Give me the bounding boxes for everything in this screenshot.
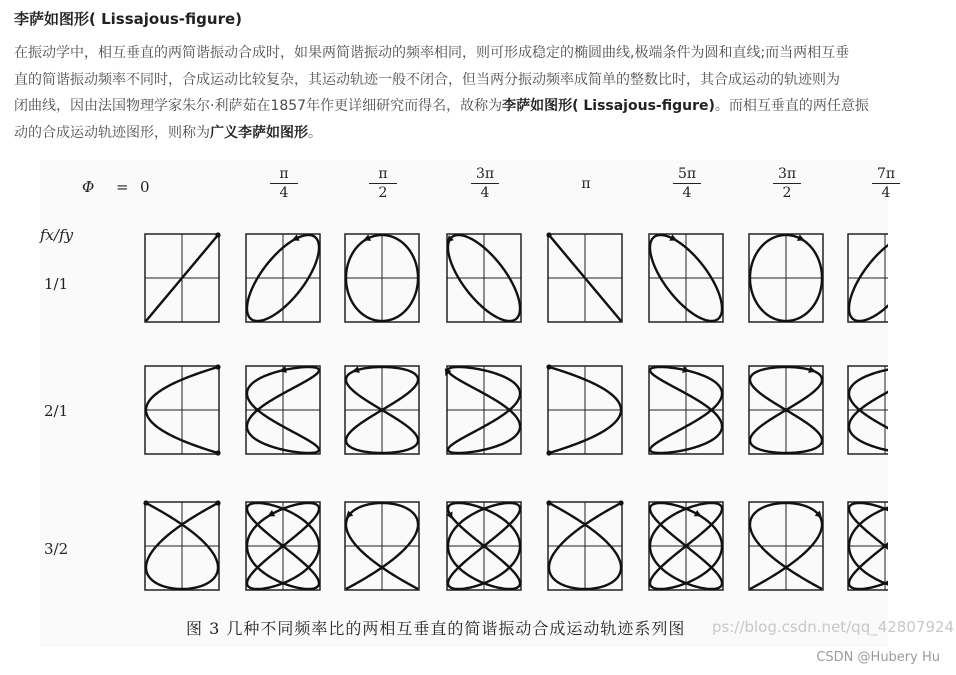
endpoint-dot	[546, 364, 551, 369]
endpoint-dot	[546, 500, 551, 505]
endpoint-dot	[546, 450, 551, 455]
lissajous-cell	[145, 232, 221, 322]
paragraph-text: 动的合成运动轨迹图形，则称为	[14, 124, 210, 141]
lissajous-cell	[445, 366, 521, 454]
endpoint-dot	[618, 500, 623, 505]
phase-denominator: 4	[480, 185, 490, 201]
lissajous-cell	[546, 364, 622, 455]
phi-zero: 0	[140, 178, 150, 196]
bold-term-lissajous: 李萨如图形( Lissajous-figure)	[502, 98, 715, 114]
lissajous-cell	[649, 366, 723, 454]
lissajous-cell	[345, 366, 419, 454]
phi-equals: =	[116, 178, 129, 196]
lissajous-cell	[246, 366, 320, 454]
lissajous-cell	[749, 366, 823, 454]
row-label-2-1: 2/1	[44, 402, 69, 420]
lissajous-cell	[546, 232, 622, 322]
phase-denominator: 4	[682, 185, 692, 201]
watermark-url: ps://blog.csdn.net/qq_42807924	[712, 618, 955, 636]
phase-numerator: 3π	[773, 166, 801, 184]
lissajous-cell	[546, 500, 623, 590]
lissajous-cell	[345, 234, 419, 322]
phase-denominator: 2	[782, 185, 792, 201]
endpoint-dot	[215, 450, 220, 455]
phase-denominator: 4	[279, 185, 289, 201]
lissajous-cell	[446, 234, 521, 322]
phase-numerator: 7π	[872, 166, 900, 184]
endpoint-dot	[215, 364, 220, 369]
phase-numerator: π	[369, 166, 397, 184]
endpoint-dot	[546, 232, 551, 237]
phi-symbol: Φ	[82, 178, 95, 196]
lissajous-cell	[848, 366, 888, 454]
article-paragraph	[14, 40, 954, 146]
phase-numerator: π	[581, 176, 591, 192]
row-label-1-1: 1/1	[44, 275, 69, 293]
paragraph-line-4	[14, 120, 954, 147]
figure-caption: 图 3 几种不同频率比的两相互垂直的简谐振动合成运动轨迹系列图	[186, 619, 686, 638]
bold-term-generalized: 广义李萨如图形	[210, 124, 308, 141]
lissajous-cell	[143, 500, 220, 590]
lissajous-cell	[649, 234, 723, 322]
lissajous-cell	[749, 234, 823, 322]
endpoint-dot	[215, 232, 220, 237]
paragraph-line-3	[14, 93, 954, 120]
paragraph-line-2: 直的简谐振动频率不同时，合成运动比较复杂，其运动轨迹一般不闭合，但当两分振动频率成简单的整数比时，其合成运动的轨迹则为	[14, 71, 840, 88]
lissajous-figure-image	[40, 160, 896, 647]
lissajous-cell	[246, 502, 320, 590]
row-label-3-2: 3/2	[44, 540, 69, 558]
lissajous-cell	[246, 234, 320, 322]
lissajous-cell	[446, 502, 521, 590]
phase-numerator: 3π	[471, 166, 499, 184]
lissajous-cell	[345, 502, 419, 590]
paragraph-text: 闭曲线，因由法国物理学家朱尔·利萨茹在1857年作更详细研究而得名，故称为	[14, 98, 503, 114]
endpoint-dot	[215, 500, 220, 505]
lissajous-cell	[749, 502, 823, 590]
watermark-author: CSDN @Hubery Hu	[816, 650, 940, 665]
ratio-header: fx/fy	[40, 226, 74, 244]
phase-denominator: 2	[378, 185, 388, 201]
phase-numerator: 5π	[673, 166, 701, 184]
lissajous-cell	[848, 234, 888, 322]
article-title: 李萨如图形( Lissajous-figure)	[14, 10, 242, 28]
paragraph-text: 。	[308, 124, 322, 141]
lissajous-cell	[145, 364, 221, 455]
phase-numerator: π	[270, 166, 298, 184]
lissajous-grid	[40, 160, 888, 647]
paragraph-line-1: 在振动学中，相互垂直的两简谐振动合成时，如果两简谐振动的频率相同，则可形成稳定的椭圆曲线,极端条件为圆和直线;而当两相互垂	[14, 45, 850, 61]
phase-denominator: 4	[881, 185, 891, 201]
paragraph-text: 。而相互垂直的两任意振	[714, 98, 869, 114]
endpoint-dot	[143, 500, 148, 505]
lissajous-cell	[848, 502, 888, 590]
lissajous-cell	[649, 502, 723, 590]
